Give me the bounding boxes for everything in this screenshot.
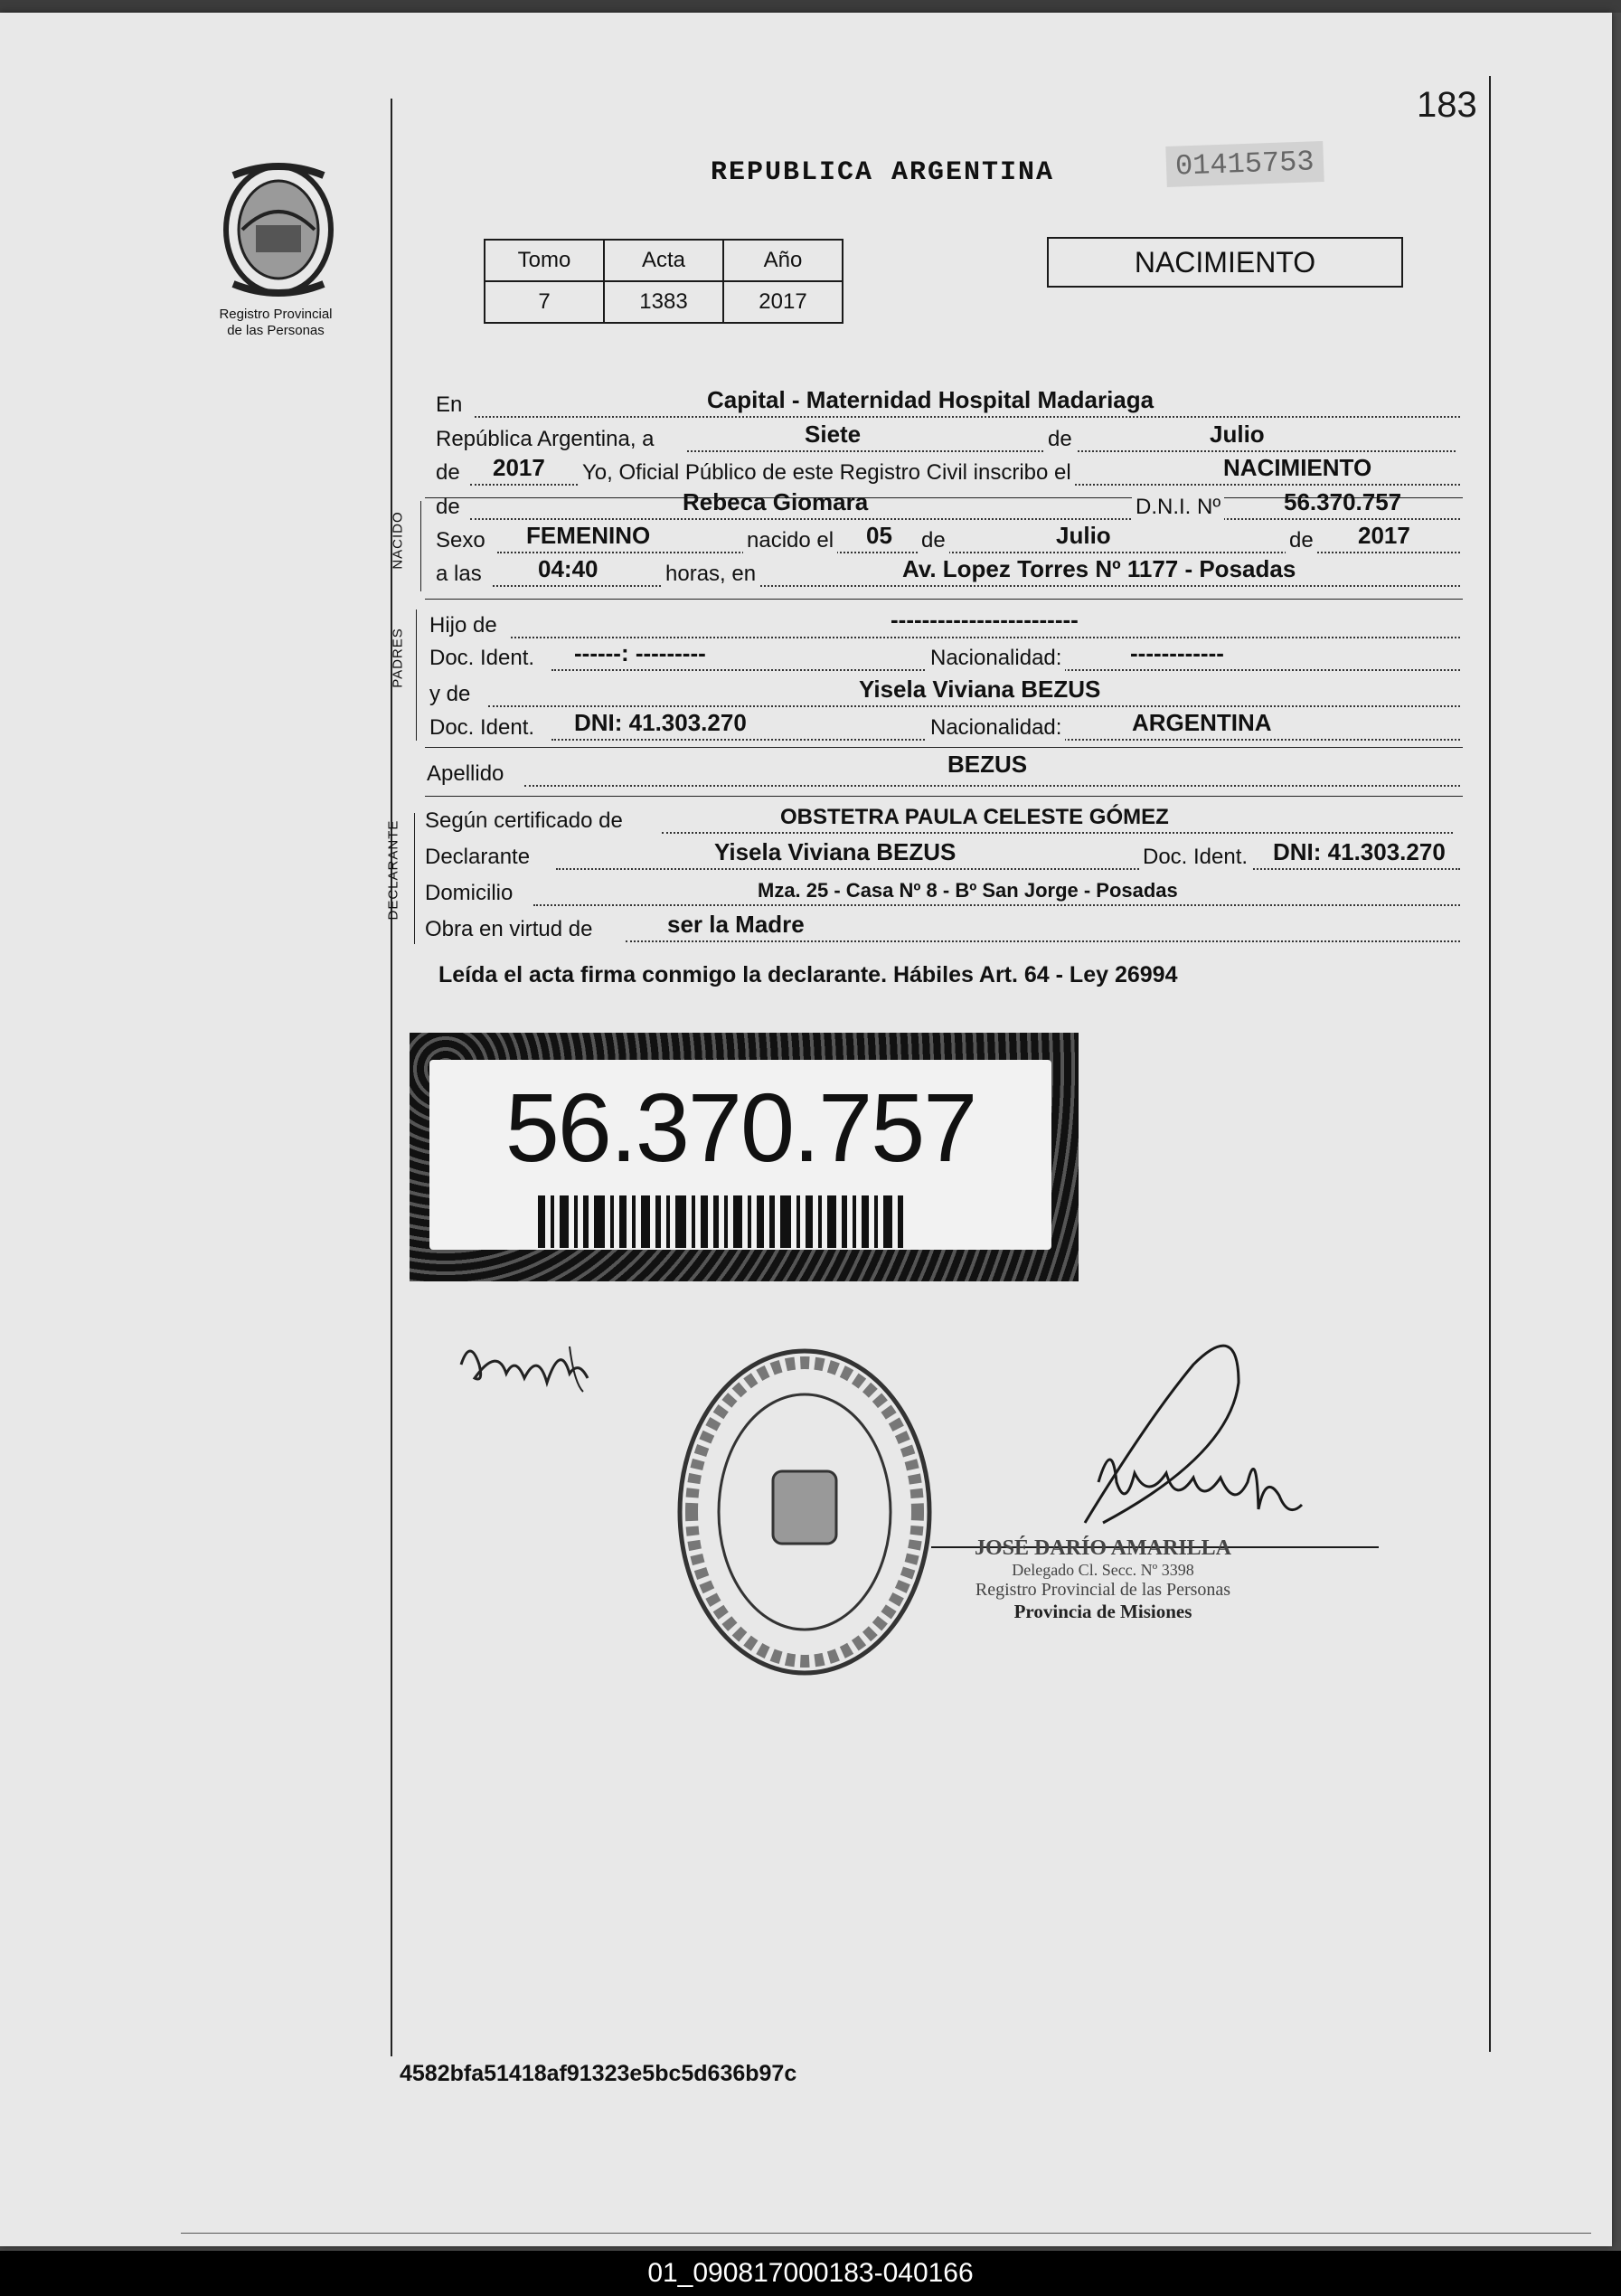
label-hijo: Hijo de — [429, 613, 497, 638]
label-segun: Según certificado de — [425, 808, 623, 833]
value-birth-year: 2017 — [1358, 522, 1410, 549]
barcode-number: 56.370.757 — [504, 1072, 976, 1182]
value-acta: 1383 — [604, 281, 723, 323]
label-nacido: nacido el — [743, 528, 837, 553]
padres-bracket — [416, 609, 417, 741]
row-domicilio — [425, 881, 1463, 908]
value-doc1: ------: --------- — [574, 639, 706, 666]
value-segun: OBSTETRA PAULA CELESTE GÓMEZ — [780, 805, 1169, 829]
row-yde — [425, 676, 1463, 709]
label-doc2: Doc. Ident. — [429, 715, 535, 740]
label-apellido: Apellido — [427, 761, 504, 786]
value-place: Av. Lopez Torres Nº 1177 - Posadas — [902, 555, 1296, 582]
declarante-bracket — [414, 813, 415, 944]
label-nacionalidad2: Nacionalidad: — [927, 715, 1065, 741]
value-doc3: DNI: 41.303.270 — [1273, 838, 1446, 865]
declarante-signature — [452, 1328, 606, 1410]
scan-top-edge — [0, 0, 1621, 13]
left-margin-line — [391, 99, 392, 2056]
label-doc3: Doc. Ident. — [1139, 845, 1251, 870]
barcode-label — [410, 1033, 1079, 1281]
row-en — [425, 386, 1463, 420]
province-shield-logo — [215, 157, 342, 302]
value-nac2: ARGENTINA — [1132, 709, 1272, 736]
value-apellido: BEZUS — [947, 751, 1028, 778]
value-birth-month: Julio — [1056, 522, 1111, 549]
row-hora — [425, 555, 1463, 589]
value-sexo: FEMENINO — [526, 522, 651, 549]
value-obra: ser la Madre — [667, 911, 805, 938]
logo-caption — [194, 307, 357, 339]
value-domicilio: Mza. 25 - Casa Nº 8 - Bº San Jorge - Posadas — [758, 879, 1178, 902]
label-horas: horas, en — [662, 562, 759, 587]
bottom-edge-line — [181, 2233, 1591, 2234]
label-dni: D.N.I. Nº — [1132, 495, 1224, 520]
value-doc2: DNI: 41.303.270 — [574, 709, 747, 736]
header-acta: Acta — [604, 240, 723, 281]
label-republica: República Argentina, a — [436, 427, 655, 451]
value-hijo: ------------------------ — [891, 606, 1079, 633]
label-nacionalidad1: Nacionalidad: — [927, 646, 1065, 671]
act-type-box: NACIMIENTO — [1047, 237, 1403, 288]
value-dni: 56.370.757 — [1284, 488, 1402, 515]
label-de-year: de — [436, 460, 460, 485]
value-tomo: 7 — [485, 281, 604, 323]
nacido-bracket — [420, 501, 421, 591]
row-hijo — [425, 606, 1463, 640]
stamp-line2: Delegado Cl. Secc. Nº 3398 — [1012, 1561, 1194, 1579]
logo-caption-line2: de las Personas — [227, 323, 325, 338]
row-declarante — [425, 838, 1463, 872]
row-year — [425, 454, 1463, 487]
registry-table-values — [485, 281, 843, 323]
value-en: Capital - Maternidad Hospital Madariaga — [707, 386, 1154, 413]
section-divider-4 — [425, 796, 1463, 797]
row-sexo — [425, 522, 1463, 555]
label-alas: a las — [436, 562, 482, 586]
side-label-padres: PADRES — [390, 628, 406, 688]
label-declarante: Declarante — [425, 845, 531, 869]
row-doc1 — [425, 639, 1463, 673]
value-nac1: ------------ — [1130, 639, 1224, 666]
right-margin-line — [1489, 76, 1491, 2052]
value-inscribo: NACIMIENTO — [1223, 454, 1372, 481]
value-birth-day: 05 — [866, 522, 892, 549]
oficial-text: Yo, Oficial Público de este Registro Civil inscribo el — [579, 460, 1075, 486]
closing-text: Leída el acta firma conmigo la declarante. Hábiles Art. 64 - Ley 26994 — [438, 962, 1178, 987]
value-mother: Yisela Viviana BEZUS — [859, 676, 1101, 703]
header-anio: Año — [723, 240, 843, 281]
row-republica — [425, 420, 1463, 454]
value-time: 04:40 — [538, 555, 598, 582]
header-tomo: Tomo — [485, 240, 604, 281]
barcode-panel — [429, 1060, 1051, 1250]
label-obra: Obra en virtud de — [425, 917, 593, 941]
file-id-bar: 01_090817000183-040166 — [0, 2251, 1621, 2296]
row-apellido — [425, 751, 1463, 789]
row-name — [425, 488, 1463, 522]
label-en: En — [436, 392, 463, 417]
label-de-birth-year: de — [1286, 528, 1317, 553]
document-title: REPUBLICA ARGENTINA — [711, 157, 1055, 188]
label-doc1: Doc. Ident. — [429, 646, 535, 670]
label-sexo: Sexo — [436, 528, 485, 553]
barcode-bars — [538, 1195, 936, 1248]
stamp-line1: JOSÉ DARÍO AMARILLA — [974, 1536, 1232, 1560]
stamp-line3: Registro Provincial de las Personas — [975, 1580, 1231, 1600]
document-hash: 4582bfa51418af91323e5bc5d636b97c — [400, 2061, 797, 2086]
registry-table — [484, 239, 843, 324]
section-divider-2 — [425, 599, 1463, 600]
label-de-month: de — [1044, 427, 1076, 452]
logo-caption-line1: Registro Provincial — [219, 307, 333, 322]
label-de-name: de — [436, 495, 460, 519]
side-label-nacido: NACIDO — [390, 511, 406, 570]
official-oval-seal — [674, 1345, 936, 1679]
row-obra — [425, 911, 1463, 944]
official-signature — [931, 1328, 1383, 1564]
document-page — [0, 13, 1612, 2246]
value-declarante: Yisela Viviana BEZUS — [714, 838, 957, 865]
value-anio: 2017 — [723, 281, 843, 323]
value-year: 2017 — [493, 454, 545, 481]
registry-table-header — [485, 240, 843, 281]
value-month: Julio — [1210, 420, 1265, 448]
section-divider-3 — [425, 747, 1463, 748]
row-segun — [425, 805, 1463, 836]
label-yde: y de — [429, 682, 471, 706]
value-name: Rebeca Giomara — [683, 488, 869, 515]
page-number: 183 — [1417, 85, 1477, 125]
side-label-declarante: DECLARANTE — [385, 819, 401, 921]
official-stamp-text — [949, 1536, 1257, 1623]
value-day: Siete — [805, 420, 862, 448]
serial-number-stamp: 01415753 — [1165, 141, 1324, 187]
label-de-birth-month: de — [918, 528, 949, 553]
row-doc2 — [425, 709, 1463, 742]
label-domicilio: Domicilio — [425, 881, 514, 905]
stamp-line4: Provincia de Misiones — [1013, 1601, 1192, 1622]
